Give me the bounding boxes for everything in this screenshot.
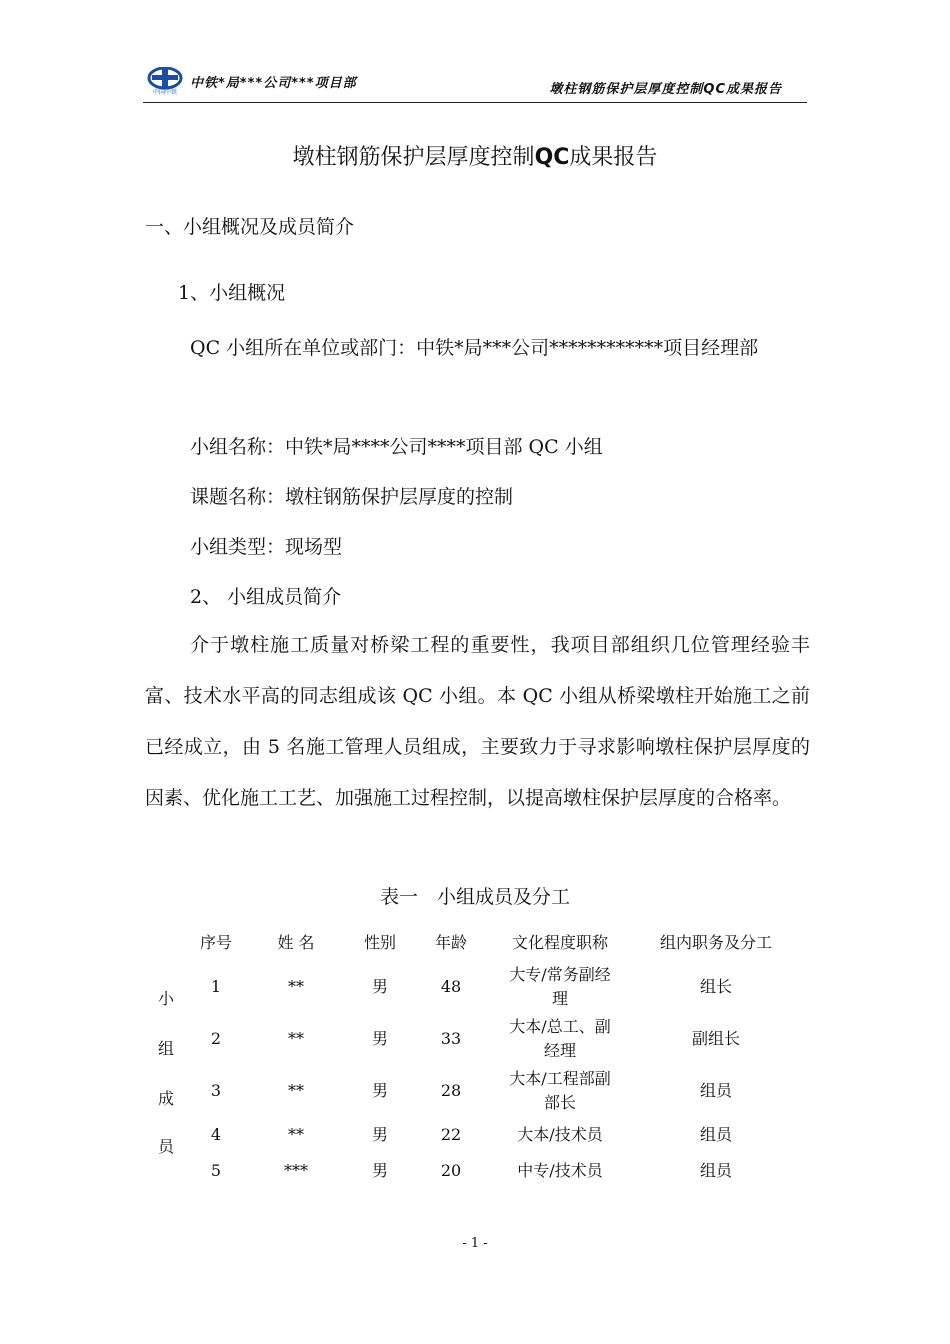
cell-role: 组员: [699, 1081, 733, 1100]
cell-sex: 男: [371, 1081, 389, 1100]
cell-education-line2: 部长: [543, 1093, 577, 1112]
subsection-heading-2: 2、 小组成员简介: [190, 586, 342, 608]
unit-paragraph: QC 小组所在单位或部门：中铁*局***公司************项目经理部: [190, 337, 759, 359]
side-label-char: 员: [158, 1137, 175, 1156]
cell-role: 副组长: [691, 1029, 741, 1048]
cell-role: 组员: [699, 1125, 733, 1144]
header-divider: [143, 102, 807, 103]
cell-sex: 男: [371, 1125, 389, 1144]
title-qc-text: QC: [534, 145, 570, 170]
subsection-heading: 1、小组概况: [178, 282, 286, 304]
cell-age: 20: [440, 1161, 462, 1180]
cell-education-line2: 经理: [543, 1041, 577, 1060]
svg-text:中国中铁: 中国中铁: [152, 89, 178, 95]
cell-education-line1: 大本/总工、副: [509, 1017, 611, 1036]
header-report-title: 墩柱钢筋保护层厚度控制QC成果报告: [549, 82, 782, 97]
cell-age: 48: [440, 977, 462, 996]
table-caption: 表一 小组成员及分工: [379, 886, 570, 908]
cell-age: 28: [440, 1081, 462, 1100]
title-tail-text: 成果报告: [569, 145, 658, 170]
section-heading: 一、小组概况及成员简介: [145, 216, 355, 238]
page-header-left: [143, 66, 357, 96]
document-title: [0, 140, 950, 171]
table-header-sex: 性别: [363, 933, 397, 952]
table-header-role: 组内职务及分工: [659, 933, 773, 952]
table-header-education: 文化程度职称: [511, 933, 609, 952]
cell-name: **: [288, 977, 304, 996]
cell-sex: 男: [371, 977, 389, 996]
title-main-text: 墩柱钢筋保护层厚度控制: [292, 145, 535, 170]
company-logo-icon: [143, 67, 187, 95]
side-label-char: 组: [158, 1039, 175, 1058]
cell-no: 1: [210, 977, 222, 996]
side-label-char: 成: [158, 1089, 175, 1108]
page-number: - 1 -: [462, 1236, 488, 1251]
cell-age: 33: [440, 1029, 462, 1048]
cell-no: 4: [210, 1125, 222, 1144]
cell-education: 中专/技术员: [517, 1161, 603, 1180]
cell-name: **: [288, 1029, 304, 1048]
cell-age: 22: [440, 1125, 462, 1144]
cell-education-line1: 大专/常务副经: [509, 965, 611, 984]
cell-name: ***: [284, 1161, 308, 1180]
topic-name-line: 课题名称：墩柱钢筋保护层厚度的控制: [190, 486, 514, 508]
cell-role: 组员: [699, 1161, 733, 1180]
header-org-text: 中铁*局***公司***项目部: [190, 75, 357, 91]
cell-education: 大本/技术员: [517, 1125, 603, 1144]
table-header-name: 姓 名: [277, 933, 315, 952]
cell-name: **: [288, 1081, 304, 1100]
cell-no: 5: [210, 1161, 222, 1180]
cell-name: **: [288, 1125, 304, 1144]
cell-role: 组长: [699, 977, 733, 996]
table-header-no: 序号: [199, 933, 233, 952]
side-label-char: 小: [158, 989, 175, 1008]
cell-education-line1: 大本/工程部副: [509, 1069, 611, 1088]
group-name-line: 小组名称：中铁*局****公司****项目部 QC 小组: [190, 436, 603, 458]
cell-education-line2: 理: [551, 989, 569, 1008]
cell-no: 3: [210, 1081, 222, 1100]
cell-sex: 男: [371, 1029, 389, 1048]
cell-no: 2: [210, 1029, 222, 1048]
cell-sex: 男: [371, 1161, 389, 1180]
intro-paragraph: 介于墩柱施工质量对桥梁工程的重要性，我项目部组织几位管理经验丰富、技术水平高的同志组成该 QC 小组。本 QC 小组从桥梁墩柱开始施工之前已经成立，由 5 名施工管理人员组成，主要致力于寻求影响墩柱保护层厚度的因素、优化施工工艺、加强施工过程控制，以提高墩柱保护层厚度的合格率。: [145, 634, 810, 809]
group-type-line: 小组类型：现场型: [190, 536, 343, 558]
table-header-age: 年龄: [434, 933, 468, 952]
